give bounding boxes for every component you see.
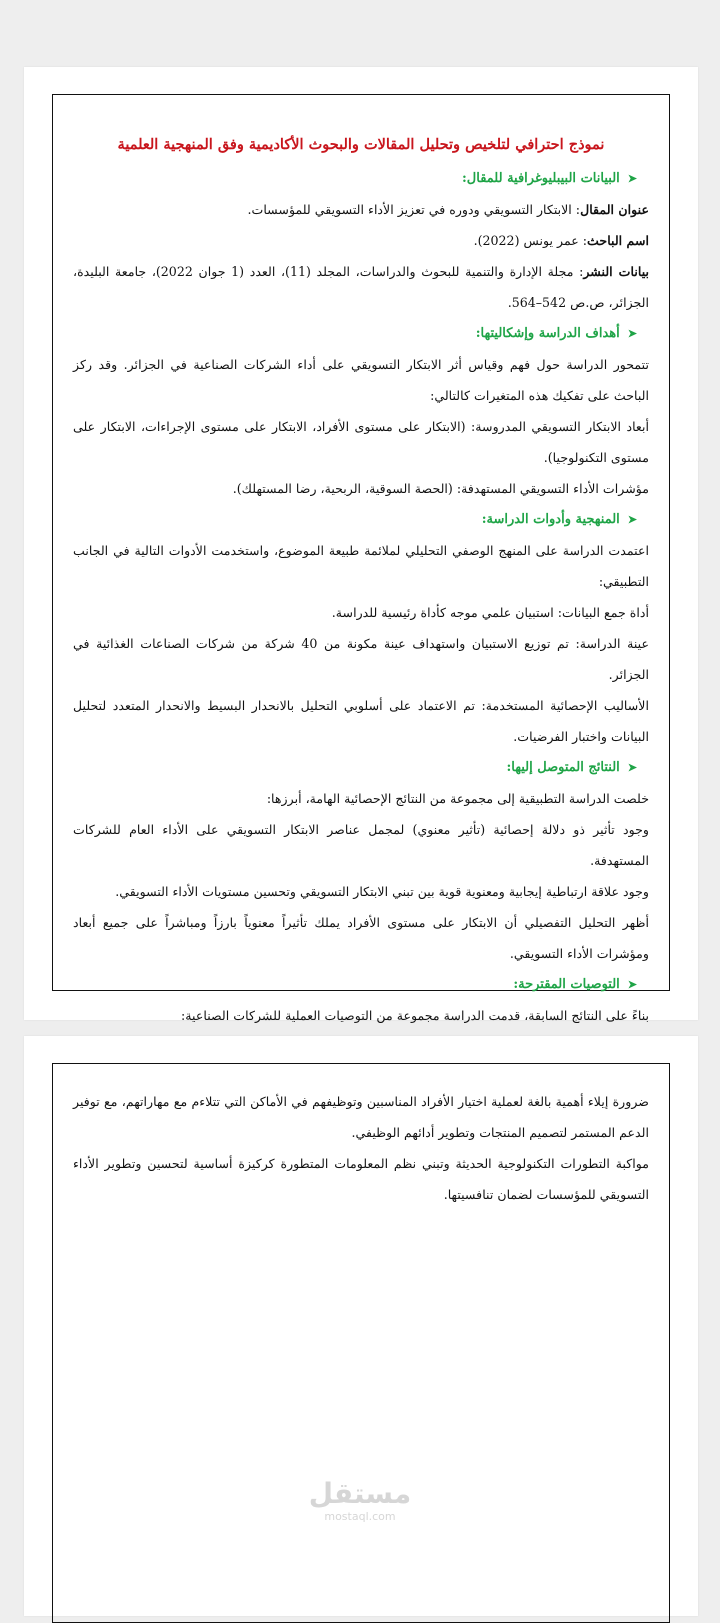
watermark-brand: مستقل <box>308 1477 412 1510</box>
watermark-domain: mostaql.com <box>324 1510 396 1523</box>
paragraph: وجود تأثير ذو دلالة إحصائية (تأثير معنوي) لمجمل عناصر الابتكار التسويقي على الأداء العام للشركات المستهدفة. <box>73 822 649 868</box>
arrowhead-icon: ➤ <box>627 172 637 185</box>
section-heading-bibliographic: ➤البيانات البيبليوغرافية للمقال: <box>461 171 637 186</box>
page-border-frame <box>52 94 670 1023</box>
paragraph: اعتمدت الدراسة على المنهج الوصفي التحليلي لملائمة طبيعة الموضوع، واستخدمت الأدوات التالية في الجانب التطبيقي: <box>73 543 649 589</box>
arrowhead-icon: ➤ <box>627 761 637 774</box>
paragraph: ضرورة إيلاء أهمية بالغة لعملية اختيار الأفراد المناسبين وتوظيفهم في الأماكن التي تتلاءم مع مهاراتهم، مع توفير الدعم المستمر لتصميم المنتجات وتطوير أدائهم الوظيفي. <box>73 1094 649 1140</box>
section-heading-methodology: ➤المنهجية وأدوات الدراسة: <box>481 512 637 527</box>
paragraph: خلصت الدراسة التطبيقية إلى مجموعة من النتائج الإحصائية الهامة، أبرزها: <box>266 791 649 806</box>
document-page-1 <box>24 67 698 1023</box>
paragraph: مواكبة التطورات التكنولوجية الحديثة وتبني نظم المعلومات المتطورة كركيزة أساسية لتحسين وتطوير الأداء التسويقي للمؤسسات لضمان تنافسيتها. <box>73 1156 649 1202</box>
section-heading-objectives: ➤أهداف الدراسة وإشكاليتها: <box>475 326 637 341</box>
paragraph: أداة جمع البيانات: استبيان علمي موجه كأداة رئيسية للدراسة. <box>331 605 649 620</box>
mostaql-watermark <box>0 1478 720 1524</box>
arrowhead-icon: ➤ <box>627 513 637 526</box>
paragraph: تتمحور الدراسة حول فهم وقياس أثر الابتكار التسويقي على أداء الشركات الصناعية في الجزائر. وقد ركز الباحث على تفكيك هذه المتغيرات كالتالي: <box>73 357 649 403</box>
section-heading-results: ➤النتائج المتوصل إليها: <box>506 760 637 775</box>
section-heading-recommendations: ➤التوصيات المقترحة: <box>513 977 637 992</box>
page-content <box>53 1064 669 1210</box>
page-border-frame <box>52 1063 670 1623</box>
paragraph: وجود علاقة ارتباطية إيجابية ومعنوية قوية بين تبني الابتكار التسويقي وتحسين مستويات الأداء التسويقي. <box>115 884 649 899</box>
paragraph: بيانات النشر: مجلة الإدارة والتنمية للبحوث والدراسات، المجلد (11)، العدد (1 جوان 2022)، جامعة البليدة، الجزائر، ص.ص 542–564. <box>73 264 650 310</box>
arrowhead-icon: ➤ <box>627 327 637 340</box>
document-page-2 <box>24 1036 698 1616</box>
paragraph: بناءً على النتائج السابقة، قدمت الدراسة مجموعة من التوصيات العملية للشركات الصناعية: <box>181 1008 649 1023</box>
paragraph: مؤشرات الأداء التسويقي المستهدفة: (الحصة السوقية، الربحية، رضا المستهلك). <box>232 481 649 496</box>
arrowhead-icon: ➤ <box>627 978 637 991</box>
paragraph: أظهر التحليل التفصيلي أن الابتكار على مستوى الأفراد يملك تأثيراً معنوياً بارزاً ومباشراً على جميع أبعاد ومؤشرات الأداء التسويقي. <box>73 915 649 961</box>
paragraph: عنوان المقال: الابتكار التسويقي ودوره في تعزيز الأداء التسويقي للمؤسسات. <box>247 202 649 217</box>
paragraph: أبعاد الابتكار التسويقي المدروسة: (الابتكار على مستوى الأفراد، الابتكار على مستوى الإجراءات، الابتكار على مستوى التكنولوجيا). <box>73 419 649 465</box>
paragraph: عينة الدراسة: تم توزيع الاستبيان واستهداف عينة مكونة من 40 شركة من شركات الصناعات الغذائية في الجزائر. <box>73 636 649 682</box>
page-content <box>53 95 669 1031</box>
paragraph: الأساليب الإحصائية المستخدمة: تم الاعتماد على أسلوبي التحليل بالانحدار البسيط والانحدار المتعدد لتحليل البيانات واختبار الفرضيات. <box>73 698 649 744</box>
paragraph: اسم الباحث: عمر يونس (2022). <box>473 233 649 248</box>
document-title: نموذج احترافي لتلخيص وتحليل المقالات والبحوث الأكاديمية وفق المنهجية العلمية <box>117 136 605 153</box>
